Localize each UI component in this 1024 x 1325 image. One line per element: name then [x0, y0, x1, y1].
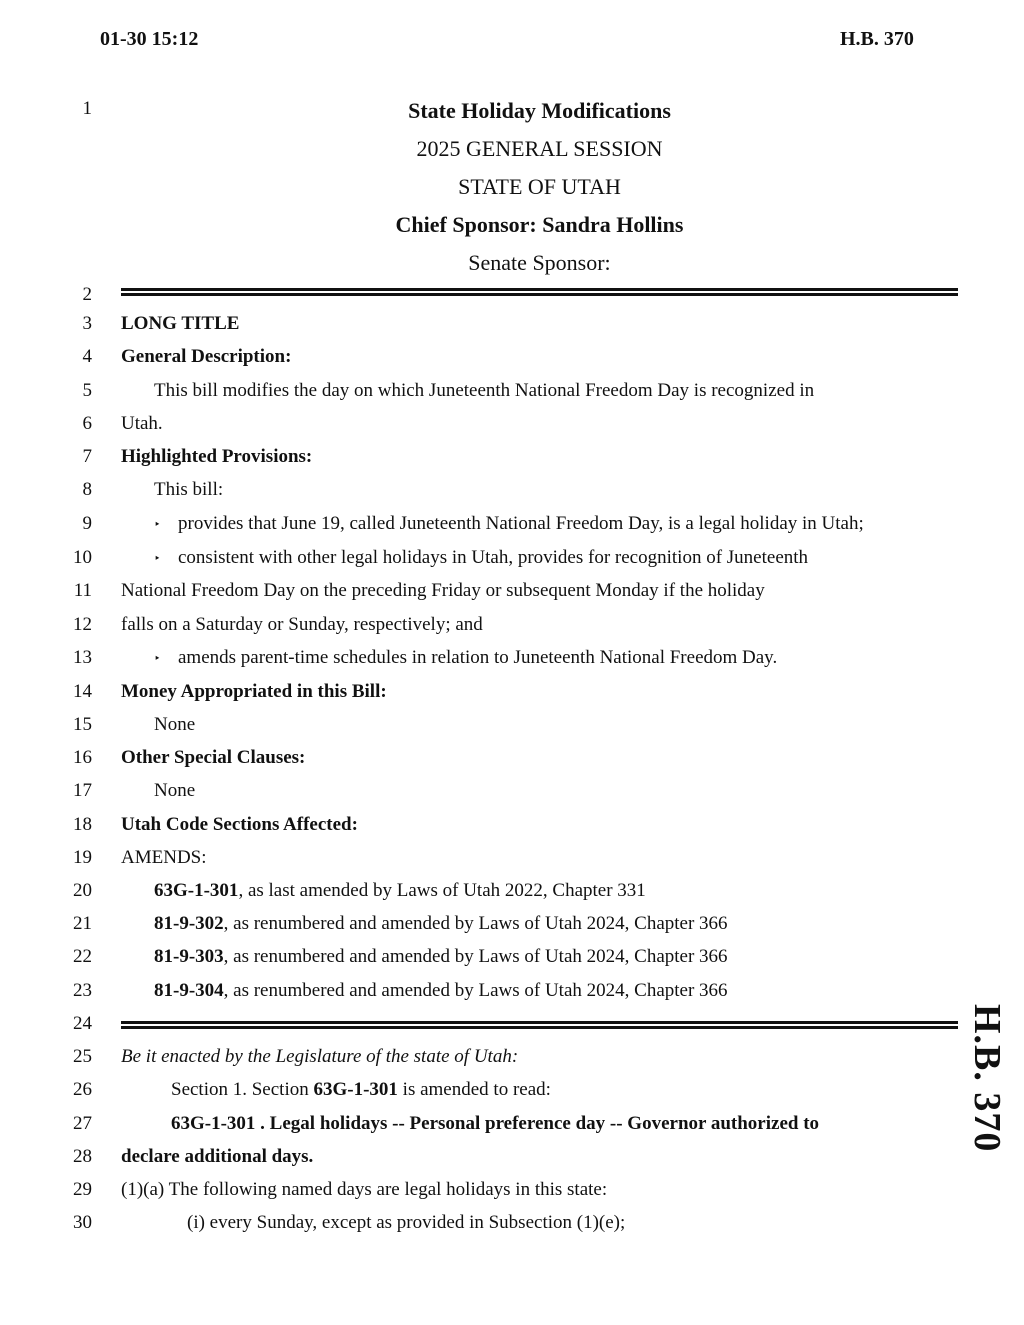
- line-number: 28: [73, 1146, 92, 1167]
- code-section-text: , as renumbered and amended by Laws of Utah 2024, Chapter 366: [223, 980, 728, 1001]
- bullet-icon: ‣: [154, 653, 161, 666]
- bullet-icon: ‣: [154, 519, 161, 532]
- section-heading-continuation: declare additional days.: [121, 1146, 314, 1167]
- double-rule-bottom: [121, 1021, 958, 1029]
- section-intro-text: is amended to read:: [397, 1079, 551, 1100]
- section-heading: 63G-1-301 . Legal holidays -- Personal preference day -- Governor authorized to: [171, 1113, 820, 1134]
- senate-sponsor: Senate Sponsor:: [468, 250, 611, 275]
- provision-continuation: National Freedom Day on the preceding Friday or subsequent Monday if the holiday: [121, 580, 765, 601]
- code-section-number: 81-9-302: [154, 913, 224, 934]
- provision-item: [154, 547, 808, 569]
- description-line: This bill modifies the day on which Juneteenth National Freedom Day is recognized in: [154, 380, 815, 401]
- session-label: 2025 GENERAL SESSION: [416, 136, 663, 161]
- code-section-number: 81-9-303: [154, 946, 224, 967]
- code-section-text: , as renumbered and amended by Laws of Utah 2024, Chapter 366: [223, 913, 728, 934]
- line-number: 22: [73, 946, 92, 967]
- bill-title: State Holiday Modifications: [408, 98, 671, 123]
- line-number: 8: [82, 479, 92, 500]
- section-intro-text: Section 1. Section: [171, 1079, 314, 1100]
- side-bill-label: H.B. 370: [966, 1004, 1008, 1153]
- enacting-clause: Be it enacted by the Legislature of the state of Utah:: [121, 1046, 519, 1067]
- line-number: 14: [73, 681, 92, 702]
- line-number: 23: [73, 980, 92, 1001]
- double-rule-top: [121, 288, 958, 296]
- money-appropriated-value: None: [154, 714, 196, 735]
- code-section-row: [154, 880, 646, 902]
- line-number: 10: [73, 547, 92, 568]
- line-number: 2: [82, 284, 92, 305]
- line-number: 20: [73, 880, 92, 901]
- code-section-row: [154, 946, 728, 968]
- code-section-number: 81-9-304: [154, 980, 224, 1001]
- line-number: 5: [82, 380, 92, 401]
- header-datetime: 01-30 15:12: [100, 28, 199, 50]
- line-number: 18: [73, 814, 92, 835]
- amends-label: AMENDS:: [121, 847, 207, 868]
- other-clauses-heading: Other Special Clauses:: [121, 747, 306, 768]
- line-number: 3: [82, 313, 92, 334]
- this-bill-label: This bill:: [154, 479, 224, 500]
- code-section-row: [154, 913, 728, 935]
- line-number: 15: [73, 714, 92, 735]
- general-description-heading: General Description:: [121, 346, 292, 367]
- code-sections-heading: Utah Code Sections Affected:: [121, 814, 358, 835]
- provision-text: provides that June 19, called Juneteenth National Freedom Day, is a legal holiday in Utah;: [178, 513, 864, 534]
- line-number: 25: [73, 1046, 92, 1067]
- description-line: Utah.: [121, 413, 163, 434]
- bullet-icon: ‣: [154, 553, 161, 566]
- section-intro-code: 63G-1-301: [313, 1079, 398, 1100]
- line-number: 24: [73, 1013, 92, 1034]
- money-appropriated-heading: Money Appropriated in this Bill:: [121, 681, 387, 702]
- long-title-heading: LONG TITLE: [121, 313, 240, 334]
- provision-item: [154, 647, 777, 669]
- line-number: 16: [73, 747, 92, 768]
- line-number: 29: [73, 1179, 92, 1200]
- code-section-text: , as renumbered and amended by Laws of Utah 2024, Chapter 366: [223, 946, 728, 967]
- line-number: 21: [73, 913, 92, 934]
- line-number: 19: [73, 847, 92, 868]
- chief-sponsor: Chief Sponsor: Sandra Hollins: [395, 212, 684, 237]
- line-number: 17: [73, 780, 92, 801]
- provision-continuation: falls on a Saturday or Sunday, respectively; and: [121, 614, 483, 635]
- subsection-text: (i) every Sunday, except as provided in Subsection (1)(e);: [187, 1212, 626, 1233]
- code-section-row: [154, 980, 728, 1002]
- state-label: STATE OF UTAH: [458, 174, 621, 199]
- other-clauses-value: None: [154, 780, 196, 801]
- line-number: 11: [73, 580, 92, 601]
- line-number: 9: [82, 513, 92, 534]
- highlighted-provisions-heading: Highlighted Provisions:: [121, 446, 313, 467]
- line-number: 26: [73, 1079, 92, 1100]
- header-bill-number: H.B. 370: [840, 28, 914, 50]
- line-number: 13: [73, 647, 92, 668]
- line-number: 6: [82, 413, 92, 434]
- code-section-number: 63G-1-301: [154, 880, 239, 901]
- subsection-text: (1)(a) The following named days are legal holidays in this state:: [121, 1179, 608, 1200]
- provision-text: amends parent-time schedules in relation to Juneteenth National Freedom Day.: [178, 647, 778, 668]
- line-number: 7: [82, 446, 92, 467]
- line-number: 30: [73, 1212, 92, 1233]
- provision-item: [154, 513, 864, 535]
- section-intro: [171, 1079, 551, 1101]
- line-number: 12: [73, 614, 92, 635]
- provision-text: consistent with other legal holidays in Utah, provides for recognition of Juneteenth: [178, 547, 809, 568]
- line-number: 4: [82, 346, 92, 367]
- code-section-text: , as last amended by Laws of Utah 2022, Chapter 331: [238, 880, 646, 901]
- line-number: 27: [73, 1113, 92, 1134]
- line-number: 1: [82, 98, 92, 119]
